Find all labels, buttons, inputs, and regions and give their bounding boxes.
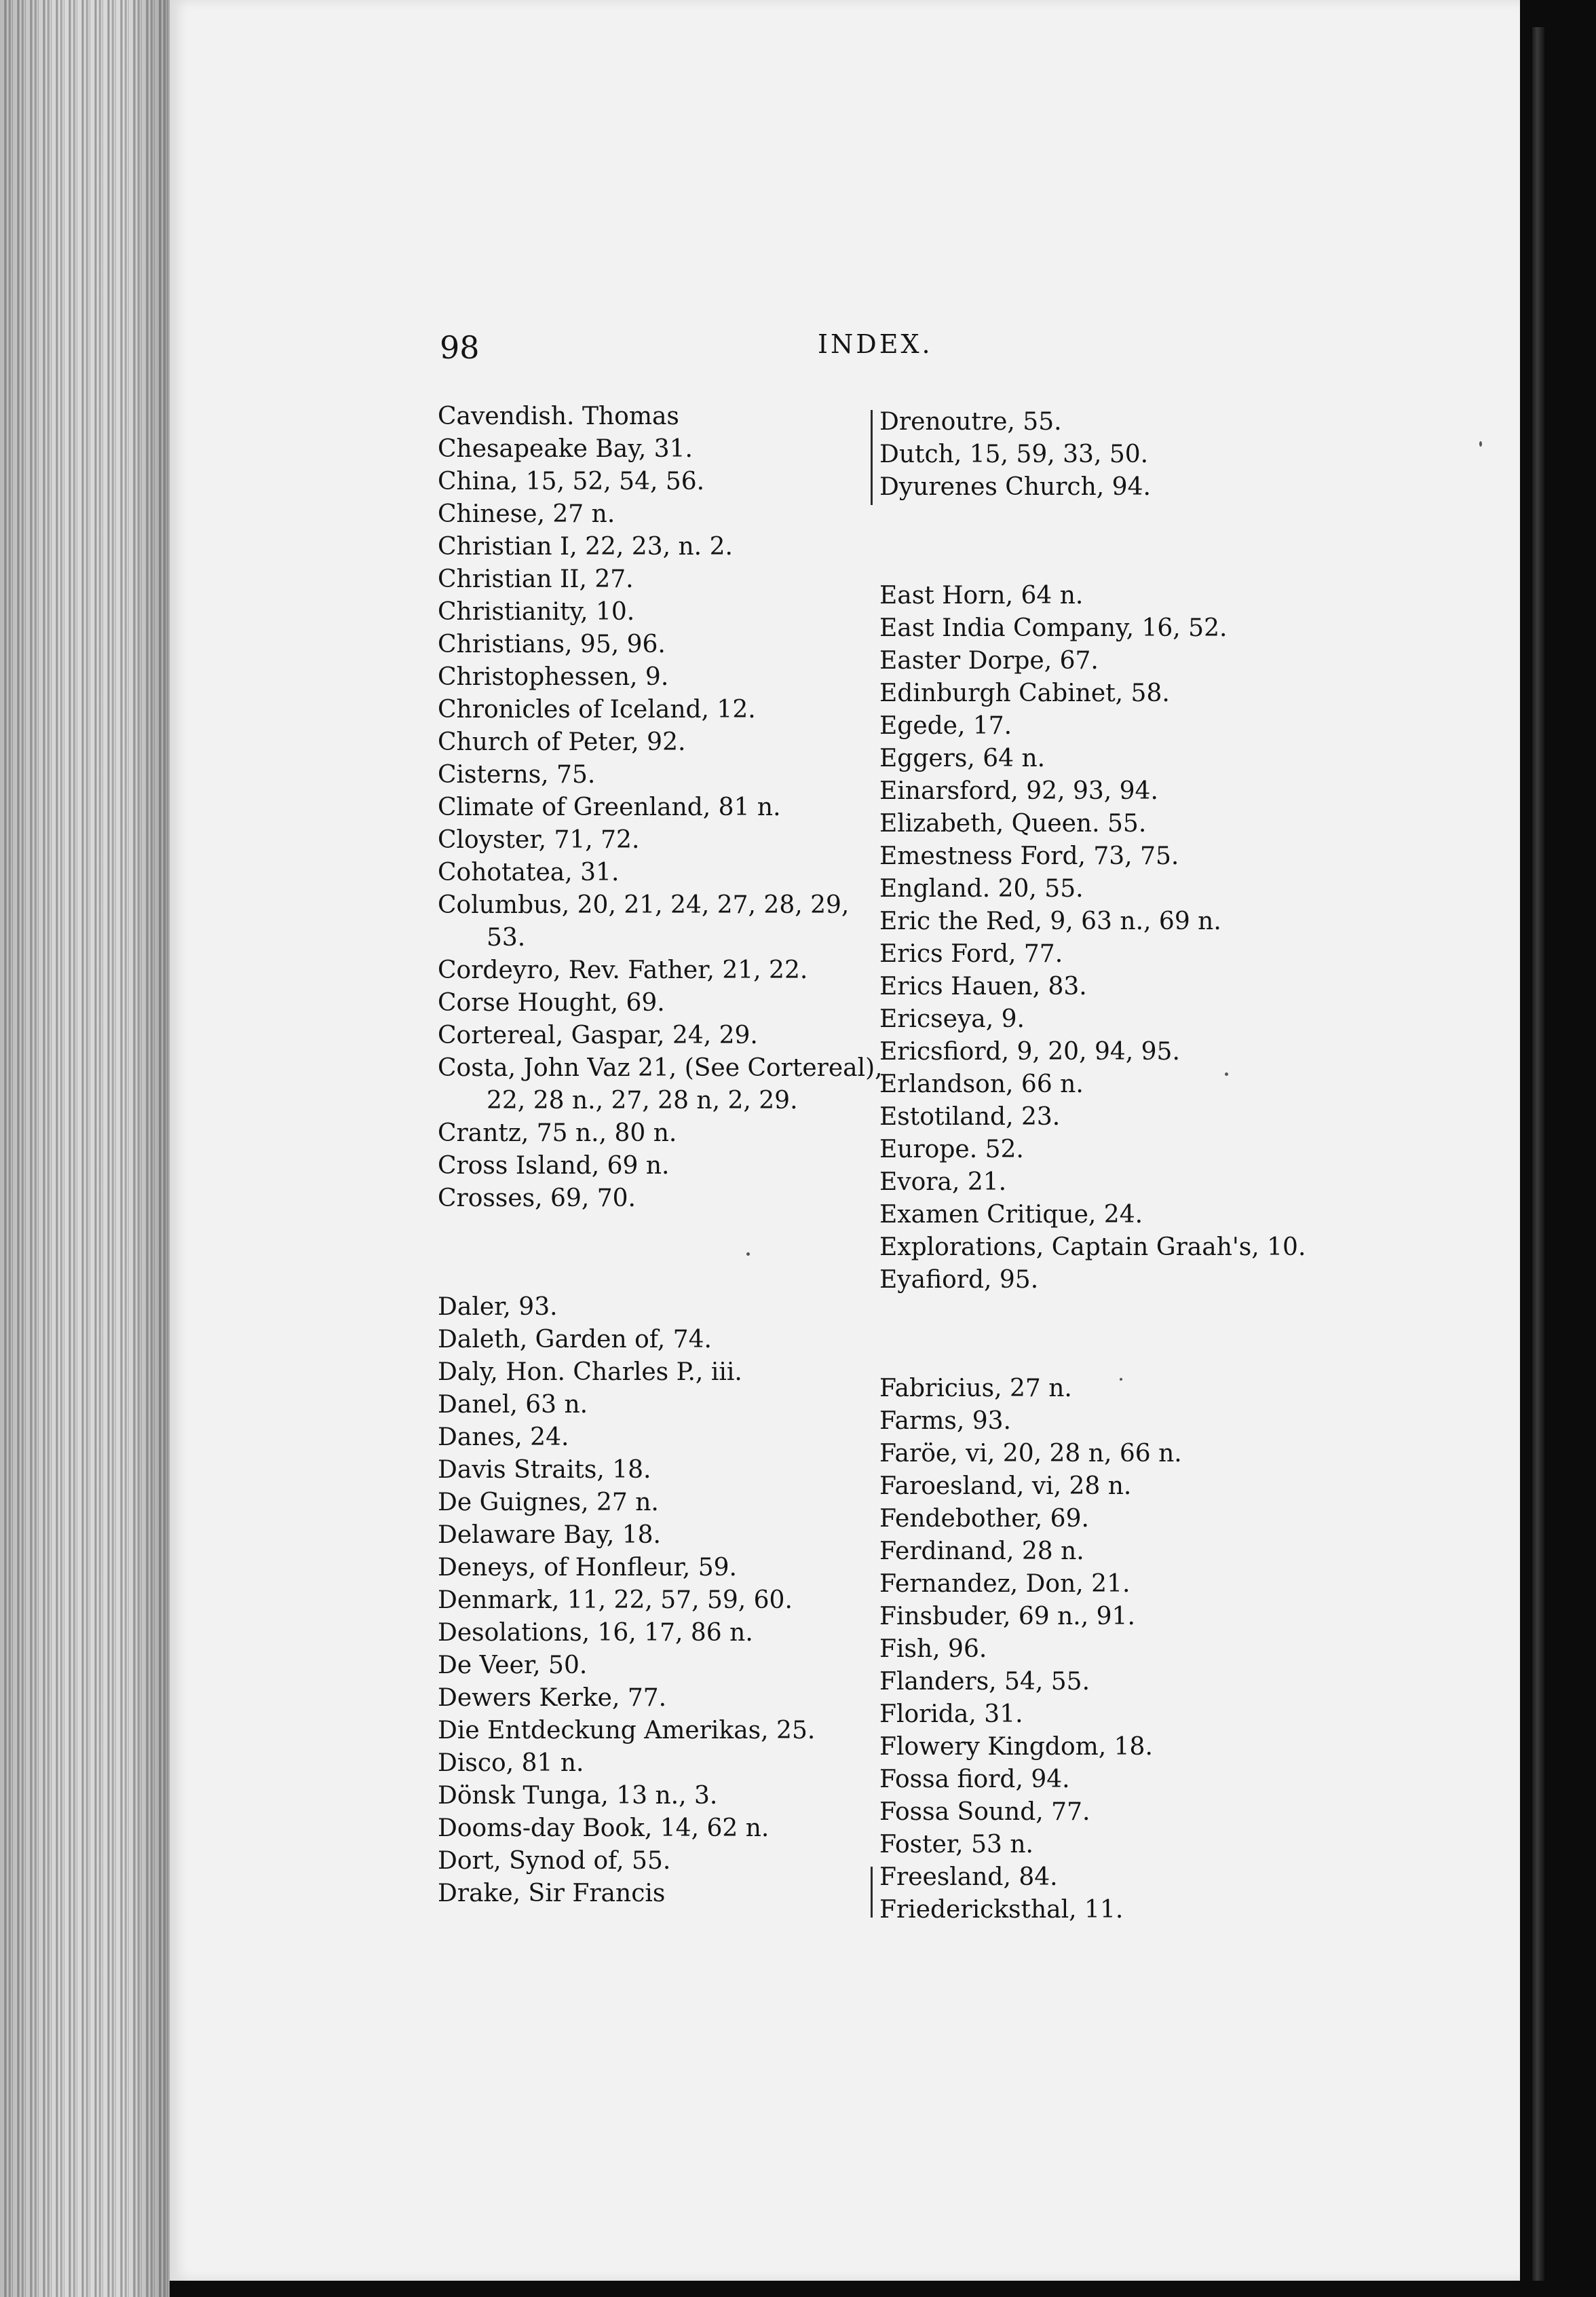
index-entry: Danes, 24. <box>438 1423 569 1451</box>
index-entry-continuation: 53. <box>487 924 526 952</box>
index-entry: De Guignes, 27 n. <box>438 1489 659 1516</box>
index-entry: Chinese, 27 n. <box>438 500 615 528</box>
index-entry: Evora, 21. <box>879 1168 1007 1196</box>
index-entry: Faroesland, vi, 28 n. <box>879 1472 1132 1500</box>
index-entry: Explorations, Captain Graah's, 10. <box>879 1233 1306 1261</box>
index-entry: Easter Dorpe, 67. <box>879 647 1099 675</box>
index-entry: Fish, 96. <box>879 1635 987 1663</box>
right-index-column <box>879 406 1314 1926</box>
index-entry: Daleth, Garden of, 74. <box>438 1326 712 1353</box>
index-entry: Chronicles of Iceland, 12. <box>438 696 756 724</box>
index-entry: Cisterns, 75. <box>438 761 596 789</box>
index-entry-continuation: 22, 28 n., 27, 28 n, 2, 29. <box>487 1087 798 1115</box>
index-entry: Finsbuder, 69 n., 91. <box>879 1603 1135 1630</box>
index-entry: Ericsfiord, 9, 20, 94, 95. <box>879 1038 1180 1066</box>
index-entry: Chesapeake Bay, 31. <box>438 435 693 463</box>
index-entry: Christian I, 22, 23, n. 2. <box>438 533 733 561</box>
index-entry: East India Company, 16, 52. <box>879 614 1228 642</box>
index-entry: Flanders, 54, 55. <box>879 1668 1090 1696</box>
index-entry: Ferdinand, 28 n. <box>879 1537 1084 1565</box>
paper-speck <box>746 1252 750 1256</box>
paper-speck <box>1120 1378 1122 1381</box>
letter-section-gap <box>879 504 1314 580</box>
index-entry: England. 20, 55. <box>879 875 1084 903</box>
index-entry: Climate of Greenland, 81 n. <box>438 793 781 821</box>
index-entry: Christianity, 10. <box>438 598 635 626</box>
index-entry: Davis Straits, 18. <box>438 1456 651 1484</box>
index-entry: Daly, Hon. Charles P., iii. <box>438 1358 742 1386</box>
index-entry: Dyurenes Church, 94. <box>879 473 1151 501</box>
index-entry: Columbus, 20, 21, 24, 27, 28, 29, <box>438 891 850 919</box>
index-entry: Foster, 53 n. <box>879 1831 1033 1859</box>
index-entry: Crantz, 75 n., 80 n. <box>438 1119 677 1147</box>
letter-section-gap <box>879 1296 1314 1372</box>
index-entry: Fossa fiord, 94. <box>879 1766 1070 1793</box>
index-entry: Drake, Sir Francis <box>438 1880 666 1907</box>
index-entry: Estotiland, 23. <box>879 1103 1061 1131</box>
index-entry: Christians, 95, 96. <box>438 631 666 658</box>
index-entry: Deneys, of Honfleur, 59. <box>438 1554 737 1582</box>
index-entry: Fernandez, Don, 21. <box>879 1570 1130 1598</box>
index-entry: De Veer, 50. <box>438 1651 588 1679</box>
index-entry: Church of Peter, 92. <box>438 728 686 756</box>
paper-speck <box>1479 441 1482 447</box>
index-entry: Fabricius, 27 n. <box>879 1375 1072 1402</box>
index-entry: Faröe, vi, 20, 28 n, 66 n. <box>879 1440 1182 1468</box>
index-entry: Dönsk Tunga, 13 n., 3. <box>438 1782 718 1810</box>
index-entry: Cloyster, 71, 72. <box>438 826 640 854</box>
index-entry: Disco, 81 n. <box>438 1749 584 1777</box>
index-entry: Eyafiord, 95. <box>879 1266 1039 1294</box>
left-index-column <box>438 400 883 1910</box>
index-entry: East Horn, 64 n. <box>879 582 1084 610</box>
index-entry: Dooms-day Book, 14, 62 n. <box>438 1814 770 1842</box>
index-entry: Egede, 17. <box>879 712 1012 740</box>
index-entry: Freesland, 84. <box>879 1863 1058 1891</box>
index-entry: Crosses, 69, 70. <box>438 1184 636 1212</box>
index-entry: Emestness Ford, 73, 75. <box>879 842 1179 870</box>
index-entry: Fossa Sound, 77. <box>879 1798 1090 1826</box>
index-entry: Costa, John Vaz 21, (See Cortereal), <box>438 1054 883 1082</box>
index-entry: Florida, 31. <box>879 1700 1023 1728</box>
edge-shading <box>0 0 170 2297</box>
index-entry: Europe. 52. <box>879 1136 1024 1163</box>
index-entry: Danel, 63 n. <box>438 1391 588 1419</box>
index-entry: Friedericksthal, 11. <box>879 1896 1124 1924</box>
page-number: 98 <box>440 329 480 366</box>
index-entry: Die Entdeckung Amerikas, 25. <box>438 1717 816 1744</box>
index-entry: Delaware Bay, 18. <box>438 1521 661 1549</box>
index-entry: Dort, Synod of, 55. <box>438 1847 671 1875</box>
paper-speck <box>1225 1072 1228 1076</box>
index-entry: Christian II, 27. <box>438 565 634 593</box>
index-entry: Eggers, 64 n. <box>879 745 1046 772</box>
index-entry: Denmark, 11, 22, 57, 59, 60. <box>438 1586 793 1614</box>
index-entry: China, 15, 52, 54, 56. <box>438 468 705 496</box>
index-entry: Dewers Kerke, 77. <box>438 1684 667 1712</box>
index-entry: Ericseya, 9. <box>879 1005 1025 1033</box>
index-entry: Cross Island, 69 n. <box>438 1152 670 1180</box>
index-entry: Daler, 93. <box>438 1293 558 1321</box>
dark-background-right <box>1520 0 1596 2297</box>
index-entry: Edinburgh Cabinet, 58. <box>879 679 1170 707</box>
index-entry: Dutch, 15, 59, 33, 50. <box>879 441 1149 468</box>
running-head: INDEX. <box>818 329 933 359</box>
index-entry: Cortereal, Gaspar, 24, 29. <box>438 1022 758 1049</box>
index-entry: Farms, 93. <box>879 1407 1011 1435</box>
index-entry: Christophessen, 9. <box>438 663 669 691</box>
index-entry: Desolations, 16, 17, 86 n. <box>438 1619 753 1647</box>
facing-page-edge <box>1532 27 1544 2281</box>
index-entry: Fendebother, 69. <box>879 1505 1089 1533</box>
index-entry: Einarsford, 92, 93, 94. <box>879 777 1158 805</box>
index-entry: Flowery Kingdom, 18. <box>879 1733 1153 1761</box>
index-entry: Drenoutre, 55. <box>879 408 1062 436</box>
index-entry: Erics Hauen, 83. <box>879 973 1087 1001</box>
index-entry: Cavendish. Thomas <box>438 403 679 430</box>
index-entry: Cordeyro, Rev. Father, 21, 22. <box>438 956 808 984</box>
index-entry: Cohotatea, 31. <box>438 859 620 886</box>
index-entry: Elizabeth, Queen. 55. <box>879 810 1147 838</box>
letter-section-gap <box>438 1215 872 1291</box>
index-entry: Erlandson, 66 n. <box>879 1070 1084 1098</box>
index-entry: Erics Ford, 77. <box>879 940 1063 968</box>
index-entry: Corse Hought, 69. <box>438 989 665 1017</box>
index-entry: Examen Critique, 24. <box>879 1201 1143 1229</box>
index-entry: Eric the Red, 9, 63 n., 69 n. <box>879 908 1221 935</box>
